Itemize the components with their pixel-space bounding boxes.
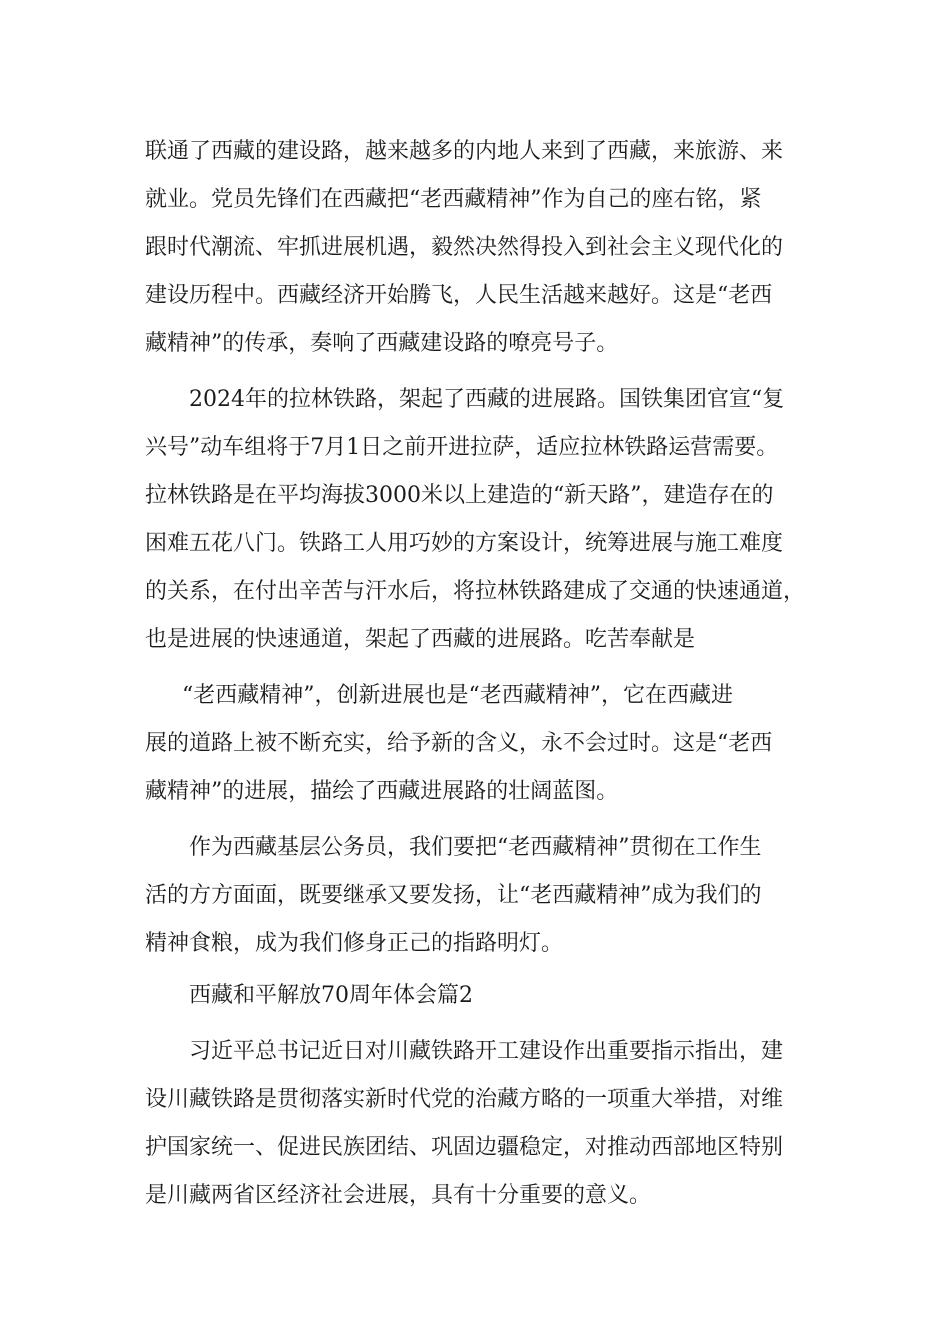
- text-line: 建设历程中。西藏经济开始腾飞，人民生活越来越好。这是“老西: [145, 283, 773, 308]
- text-line: 是川藏两省区经济社会进展，具有十分重要的意义。: [145, 1183, 652, 1208]
- text-line: 就业。党员先锋们在西藏把“老西藏精神”作为自己的座右铭，紧: [145, 187, 762, 212]
- text-line: 的关系，在付出辛苦与汗水后，将拉林铁路建成了交通的快速通道，: [145, 579, 806, 604]
- text-line: 也是进展的快速通道，架起了西藏的进展路。吃苦奉献是: [145, 627, 696, 652]
- section-heading: 西藏和平解放70周年体会篇2: [189, 983, 473, 1008]
- text-line: 展的道路上被不断充实，给予新的含义，永不会过时。这是“老西: [145, 731, 773, 756]
- text-line: 困难五花八门。铁路工人用巧妙的方案设计，统筹进展与施工难度: [145, 531, 784, 556]
- text-line: 拉林铁路是在平均海拔3000米以上建造的“新天路”，建造存在的: [145, 483, 774, 508]
- paragraph-start: 作为西藏基层公务员，我们要把“老西藏精神”贯彻在工作生: [189, 835, 762, 860]
- paragraph-start: 习近平总书记近日对川藏铁路开工建设作出重要指示指出，建: [189, 1039, 784, 1064]
- text-line: 精神食粮，成为我们修身正己的指路明灯。: [145, 931, 564, 956]
- paragraph-start: 2024年的拉林铁路，架起了西藏的进展路。国铁集团官宣“复: [189, 387, 785, 412]
- text-line: 设川藏铁路是贯彻落实新时代党的治藏方略的一项重大举措，对维: [145, 1087, 784, 1112]
- text-line: 护国家统一、促进民族团结、巩固边疆稳定，对推动西部地区特别: [145, 1135, 784, 1160]
- text-line: 跟时代潮流、牢抓进展机遇，毅然决然得投入到社会主义现代化的: [145, 235, 784, 260]
- text-line: 藏精神”的传承，奏响了西藏建设路的嘹亮号子。: [145, 331, 619, 356]
- paragraph-start: “老西藏精神”，创新进展也是“老西藏精神”，它在西藏进: [182, 683, 733, 708]
- text-line: 活的方方面面，既要继承又要发扬，让“老西藏精神”成为我们的: [145, 883, 762, 908]
- text-line: 藏精神”的进展，描绘了西藏进展路的壮阔蓝图。: [145, 779, 619, 804]
- text-line: 兴号”动车组将于7月1日之前开进拉萨，适应拉林铁路运营需要。: [145, 435, 779, 460]
- text-line: 联通了西藏的建设路，越来越多的内地人来到了西藏，来旅游、来: [145, 139, 784, 164]
